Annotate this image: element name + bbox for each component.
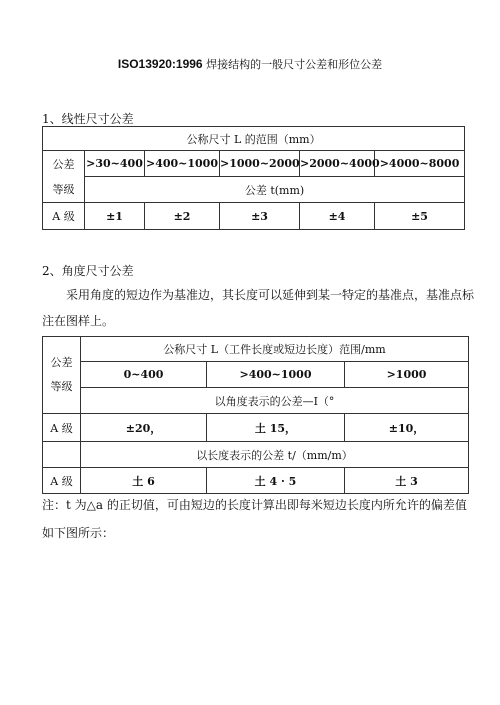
grade-label: 等级 (50, 380, 73, 393)
length-value: 土 4 · 5 (207, 468, 345, 494)
section2-heading: 2、角度尺寸公差 (42, 264, 134, 278)
range-cell: >2000~4000 (300, 151, 375, 177)
title-text: 焊接结构的一般尺寸公差和形位公差 (206, 58, 383, 71)
range-header: 公称尺寸 L（工件长度或短边长度）范围/mm (81, 337, 469, 362)
value-cell: ±4 (300, 203, 375, 230)
range-header: 公称尺寸 L 的范围（mm） (43, 127, 465, 151)
range-cell: >30~400 (85, 151, 145, 177)
document-title (0, 56, 500, 72)
row-label: A 级 (43, 414, 81, 442)
angle-value: ±20， (81, 414, 207, 442)
section1-heading: 1、线性尺寸公差 (42, 112, 134, 126)
grade-label: 公差 (50, 356, 73, 369)
grade-label-cell (43, 337, 81, 414)
row-label: A 级 (43, 468, 81, 494)
value-cell: ±2 (145, 203, 220, 230)
length-value: 土 6 (81, 468, 207, 494)
tolerance-header: 公差 t(mm) (85, 177, 465, 203)
standard-code: ISO13920:1996 (117, 57, 203, 71)
note-continuation: 如下图所示： (42, 526, 115, 540)
range-cell: >400~1000 (207, 362, 345, 388)
row-label: A 级 (43, 203, 85, 230)
range-cell: 0~400 (81, 362, 207, 388)
grade-label: 等级 (43, 177, 85, 203)
value-cell: ±1 (85, 203, 145, 230)
range-cell: >4000~8000 (375, 151, 465, 177)
range-cell: >1000~2000 (220, 151, 300, 177)
angle-value: ±10， (345, 414, 469, 442)
empty-cell (43, 442, 81, 468)
length-value: 土 3 (345, 468, 469, 494)
grade-label: 公差 (43, 151, 85, 177)
angular-tolerance-table (42, 336, 469, 494)
value-cell: ±3 (220, 203, 300, 230)
angle-value: 土 15， (207, 414, 345, 442)
value-cell: ±5 (375, 203, 465, 230)
linear-tolerance-table (42, 126, 465, 230)
section2-paragraph: 采用角度的短边作为基准边，其长度可以延伸到某一特定的基准点，基准点标注在图样上。 (42, 288, 475, 328)
angle-header: 以角度表示的公差—Ι（° (81, 388, 469, 414)
range-cell: >1000 (345, 362, 469, 388)
note-text: 注：t 为△a 的正切值，可由短边的长度计算出即每米短边长度内所允许的偏差值 (42, 498, 467, 512)
range-cell: >400~1000 (145, 151, 220, 177)
length-header: 以长度表示的公差 t/（mm/m） (81, 442, 469, 468)
